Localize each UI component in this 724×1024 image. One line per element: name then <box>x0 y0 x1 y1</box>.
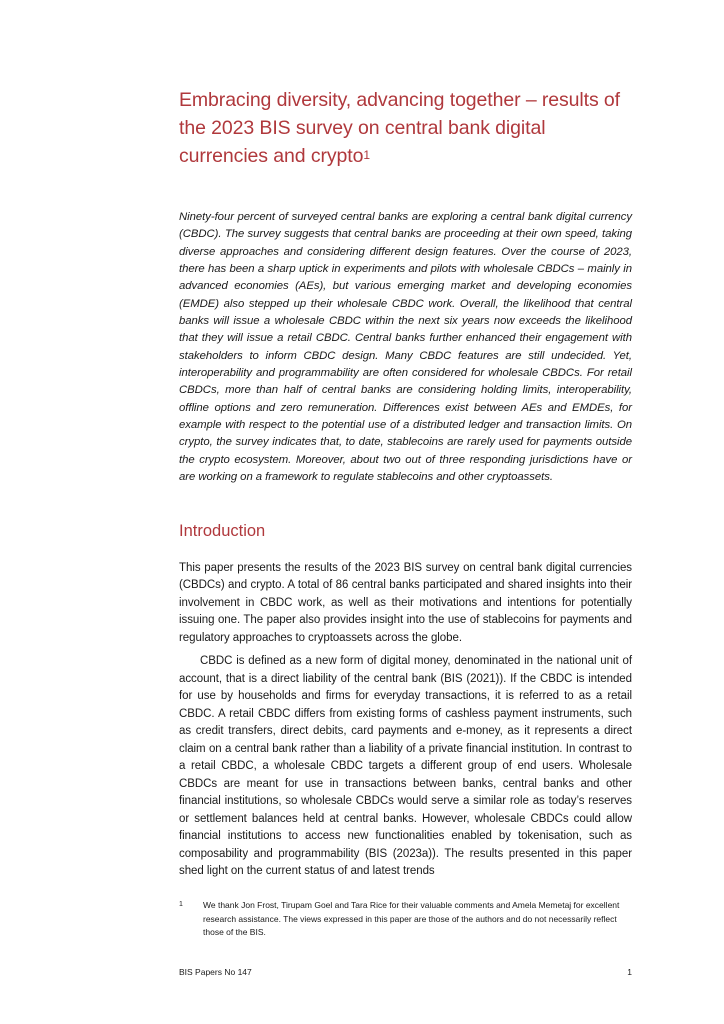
paper-title-text: Embracing diversity, advancing together – results of the 2023 BIS survey on central bank digital currencies and crypto <box>179 89 620 167</box>
page-footer <box>179 967 632 977</box>
section-heading-introduction: Introduction <box>179 521 266 540</box>
footnote <box>179 899 632 940</box>
footer-page-number: 1 <box>627 967 632 977</box>
footer-publication: BIS Papers No 147 <box>179 967 252 977</box>
introduction-paragraph-1: This paper presents the results of the 2023 BIS survey on central bank digital currencies (CBDCs) and crypto. A total of 86 central banks participated and shared insights into their involvement in CBDC work, as well as their motivations and intentions for potentially issuing one. The paper also provides insight into the use of stablecoins for payments and regulatory approaches to cryptoassets across the globe. <box>179 561 632 644</box>
main-content <box>179 86 632 881</box>
title-footnote-ref[interactable]: 1 <box>363 148 370 162</box>
introduction-paragraph-2: CBDC is defined as a new form of digital money, denominated in the national unit of account, that is a direct liability of the central bank (BIS (2021)). If the CBDC is intended for use by households and firms for everyday transactions, it is referred to as a retail CBDC. A retail CBDC differs from existing forms of cashless payment instruments, such as credit transfers, direct debits, card payments and e-money, as it represents a direct claim on a central bank rather than a liability of a private financial institution. In contrast to a retail CBDC, a wholesale CBDC targets a different group of end users. Wholesale CBDCs are meant for use in transactions between banks, central banks and other financial institutions, so wholesale CBDCs would serve a similar role as today’s reserves or settlement balances held at central banks. However, wholesale CBDCs could allow financial institutions to access new functionalities enabled by tokenisation, such as composability and programmability (BIS (2023a)). The results presented in this paper shed light on the current status of and latest trends <box>179 655 632 877</box>
footnote-mark: 1 <box>179 901 183 908</box>
footnote-text: We thank Jon Frost, Tirupam Goel and Tara Rice for their valuable comments and Amela Memetaj for excellent research assistance. The views expressed in this paper are those of the authors and do not necessarily reflect those of the BIS. <box>203 900 620 937</box>
abstract: Ninety-four percent of surveyed central banks are exploring a central bank digital currency (CBDC). The survey suggests that central banks are proceeding at their own speed, taking diverse approaches and considering different design features. Over the course of 2023, there has been a sharp uptick in experiments and pilots with wholesale CBDCs – mainly in advanced economies (AEs), but various emerging market and developing economies (EMDE) also stepped up their wholesale CBDC work. Overall, the likelihood that central banks will issue a wholesale CBDC within the next six years now exceeds the likelihood that they will issue a retail CBDC. Central banks further enhanced their engagement with stakeholders to inform CBDC design. Many CBDC features are still undecided. Yet, interoperability and programmability are often considered for wholesale CBDCs. For retail CBDCs, more than half of central banks are considering holding limits, interoperability, offline options and zero remuneration. Differences exist between AEs and EMDEs, for example with respect to the potential use of a distributed ledger and transaction limits. On crypto, the survey indicates that, to date, stablecoins are rarely used for payments outside the crypto ecosystem. Moreover, about two out of three responding jurisdictions have or are working on a framework to regulate stablecoins and other cryptoassets. <box>179 211 632 484</box>
paper-title <box>179 86 632 170</box>
